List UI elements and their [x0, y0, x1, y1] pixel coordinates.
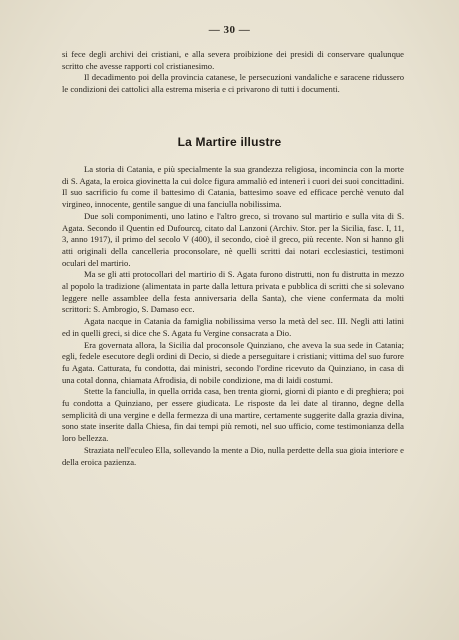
paragraph: si fece degli archivi dei cristiani, e alla severa proibizione dei presidi di conservare qualunque scritto che avesse rapporti col cristianesimo. — [62, 49, 404, 71]
paragraph: Due soli componimenti, uno latino e l'altro greco, si trovano sul martirio e sulla vita di S. Agata. Secondo il Quentin ed Dufourcq, citato dal Lanzoni (Archiv. Stor. per la Sicilia, fasc. I, 11, 3, anno 1917), il primo del secolo V (400), il secondo, cioè il greco, più recente. Non si hanno gli atti originali della cancelleria proconsolare, nè quelli scritti dai notari ecclesiastici, testimoni oculari del martirio. — [62, 210, 404, 268]
paragraph: Ma se gli atti protocollari del martirio di S. Agata furono distrutti, non fu distrutta in mezzo al popolo la tradizione (alimentata in parte dalla lettura privata e pubblica di scritti che si solevano leggere nelle assamblee della festa anniversaria della Santa), che viene confermata da molti scrittori: S. Ambrogio, S. Damaso ecc. — [62, 269, 404, 315]
paragraph: Era governata allora, la Sicilia dal proconsole Quinziano, che aveva la sua sede in Catania; egli, fedele esecutore degli ordini di Decio, si diede a perseguitare i cristiani; vittima del suo furore fu Agata. Catturata, fu condotta, dai ministri, secondo l'ordine ricevuto da Quinziano, in casa di una cotal donna, chiamata Afrodisia, di nobile condizione, ma di laidi costumi. — [62, 339, 404, 385]
page-number: — 30 — — [208, 24, 251, 36]
paragraph: Straziata nell'eculeo Ella, sollevando la mente a Dio, nulla perdette della sua gioia interiore e della eroica pazienza. — [62, 444, 404, 467]
section-text — [62, 164, 404, 468]
paragraph: Il decadimento poi della provincia catanese, le persecuzioni vandaliche e saracene ridussero le condizioni dei cattolici alla estrema miseria e ci privarono di tutti i documenti. — [62, 72, 404, 95]
intro-text — [62, 49, 404, 96]
section-title: La Martire illustre — [177, 135, 282, 149]
paragraph: Agata nacque in Catania da famiglia nobilissima verso la metà del sec. III. Negli atti latini ed in quelli greci, si dice che S. Agata fu Vergine consacrata a Dio. — [62, 316, 404, 338]
paragraph: La storia di Catania, e più specialmente la sua grandezza religiosa, incomincia con la morte di S. Agata, la eroica giovinetta la cui dolce figura ammaliò ed intenerì i cuori dei suoi concittadini. Il suo sacrificio fu come il battesimo di Catania, battesimo soave ed efficace perchè venuto dal virgineo, innocente, gentile sangue di una fanciulla nobilissima. — [62, 164, 404, 210]
paragraph: Stette la fanciulla, in quella orrida casa, ben trenta giorni, giorni di pianto e di preghiera; poi fu condotta a Quinziano, per essere giudicata. Le risposte da lei date al tiranno, degne della semplicità di una vergine e della fermezza di una martire, certamente suggerite dalla grazia divina, sono state inserite dalla Chiesa, fin dai tempi più remoti, nel suo ufficio, come testimonianza della loro bellezza. — [62, 386, 404, 444]
